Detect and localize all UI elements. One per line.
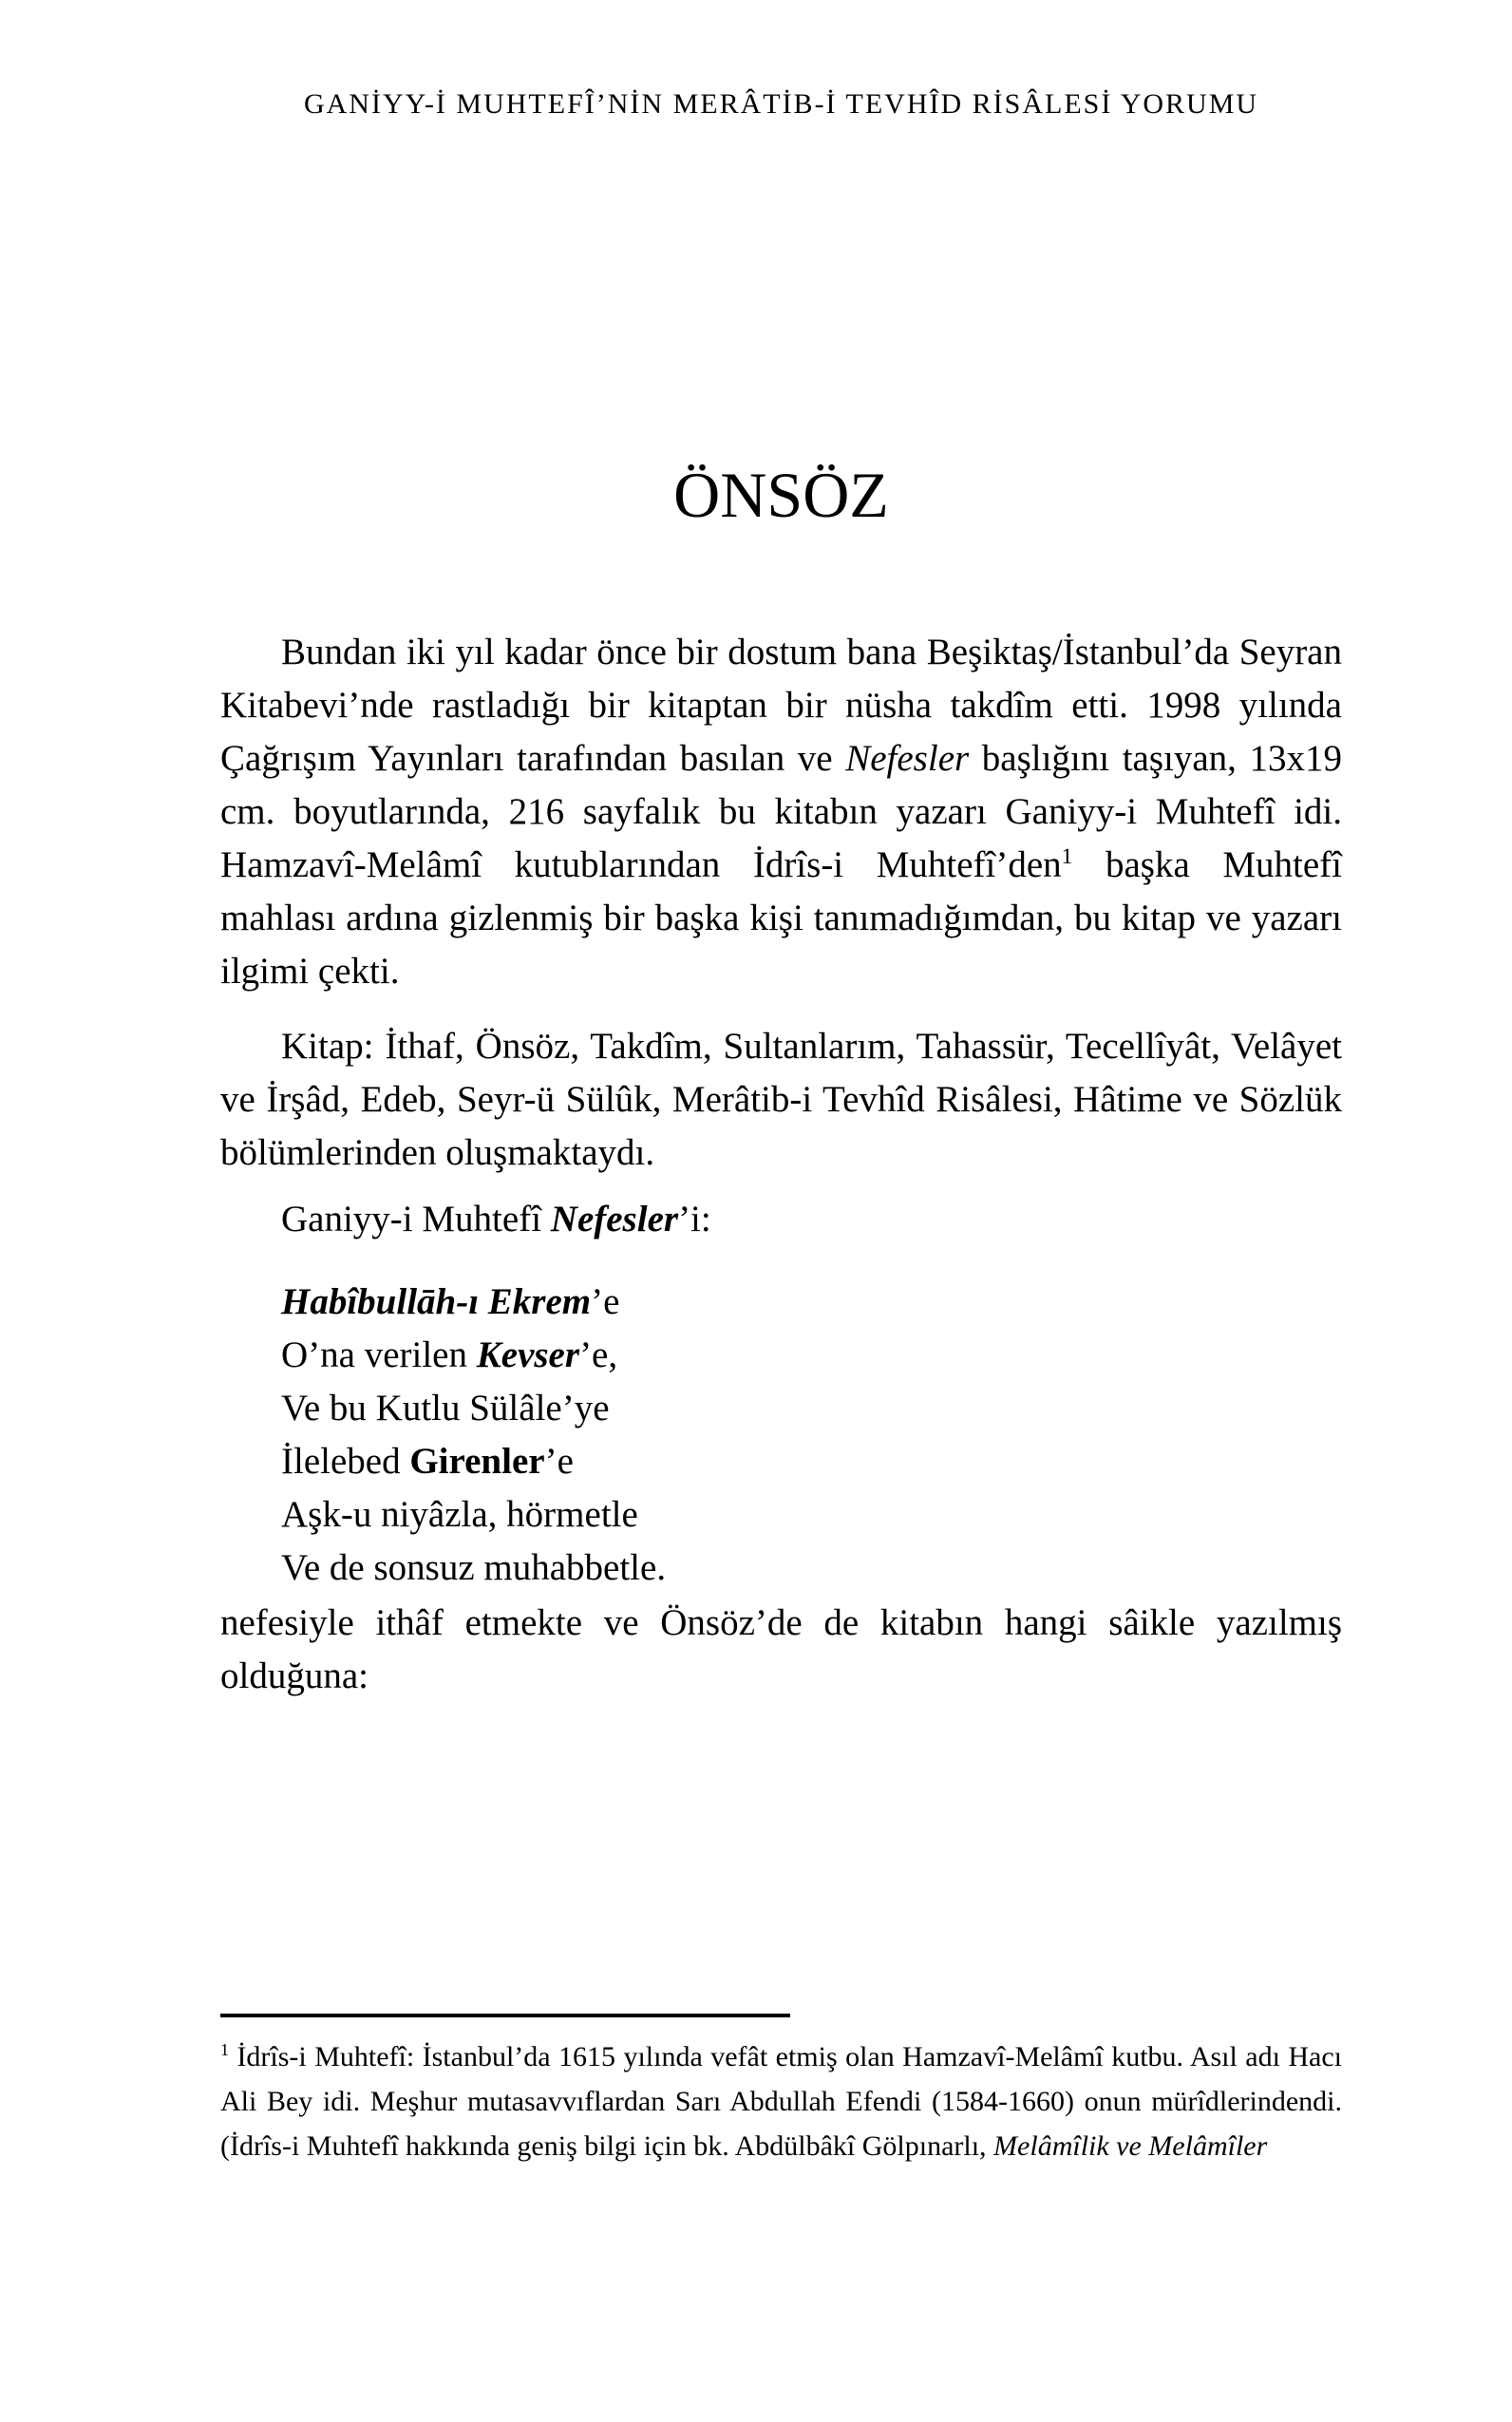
footnote: $^1$ İdrîs-i Muhtefî: İstanbul’da 1615 yılında vefât etmiş olan Hamzavî-Melâmî kutbu. Asıl adı Hacı Ali Bey idi. Meşhur mutasavvıflardan Sarı Abdullah Efendi (1584-1660) onun mürîdlerindendi. (İdrîs-i Muhtefî hakkında geniş bilgi için bk. Abdülbâkî Gölpınarlı, Melâmîlik ve Melâmîler — [220, 2040, 1342, 2162]
poem-line: Aşk-u niyâzla, hörmetle — [281, 1494, 638, 1535]
chapter-title: ÖNSÖZ — [673, 459, 889, 531]
poem-line: Habîbullāh-ı Ekrem’e — [281, 1281, 620, 1322]
footnote-separator — [220, 2014, 790, 2017]
paragraph-closing: nefesiyle ithâf etmekte ve Önsöz’de de kitabın hangi sâikle yazılmış olduğuna: — [220, 1602, 1342, 1696]
running-header: GANİYY-İ MUHTEFÎ’NİN MERÂTİB-İ TEVHÎD RİSÂLESİ YORUMU — [303, 88, 1259, 120]
paragraph-intro: Bundan iki yıl kadar önce bir dostum bana Beşiktaş/İstanbul’da Seyran Kitabevi’nde rastladığı bir kitaptan bir nüsha takdîm etti. 1998 yılında Çağrışım Yayınları tarafından basılan ve Nefesler başlığını taşıyan, 13x19 cm. boyutlarında, 216 sayfalık bu kitabın yazarı Ganiyy-i Muhtefî idi. Hamzavî-Melâmî kutublarından İdrîs-i Muhtefî’den$^1$ başka Muhtefî mahlası ardına gizlenmiş bir başka kişi tanımadığımdan, bu kitap ve yazarı ilgimi çekti. — [220, 632, 1342, 992]
poem-line: O’na verilen Kevser’e, — [281, 1334, 618, 1375]
poem-line: İlelebed Girenler’e — [281, 1441, 574, 1482]
text-block — [220, 626, 1342, 1703]
poem-line: Ve bu Kutlu Sülâle’ye — [281, 1388, 610, 1429]
paragraph-book-contents: Kitap: İthaf, Önsöz, Takdîm, Sultanlarım, Tahassür, Tecellîyât, Velâyet ve İrşâd, Edeb, Seyr-ü Sülûk, Merâtib-i Tevhîd Risâlesi, Hâtime ve Sözlük bölümlerinden oluşmaktaydı. — [220, 1026, 1342, 1173]
dedication-poem — [220, 1276, 1342, 1595]
poem-line: Ve de sonsuz muhabbetle. — [281, 1547, 667, 1588]
paragraph-dedication-intro: Ganiyy-i Muhtefî Nefesler’i: — [281, 1199, 711, 1239]
